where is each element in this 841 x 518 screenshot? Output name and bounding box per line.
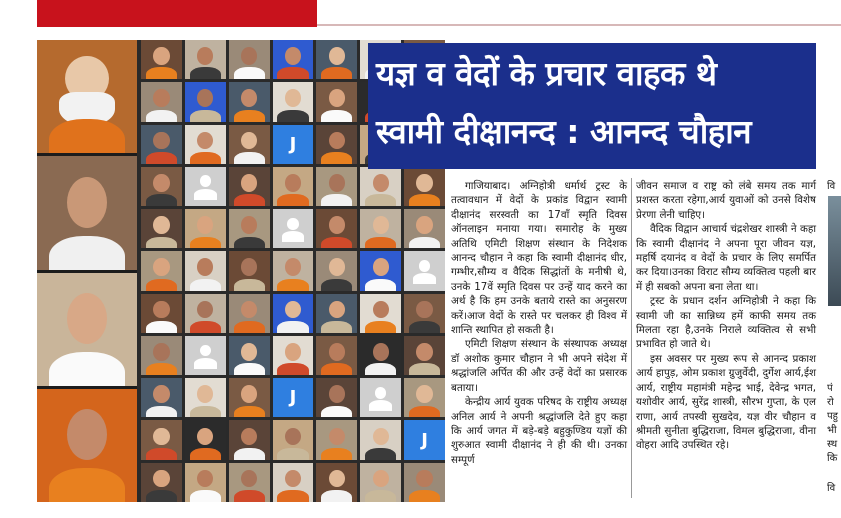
edge-fragment: पहु <box>827 411 838 422</box>
participant-tile <box>316 125 357 164</box>
participant-face <box>416 343 432 361</box>
participant-face <box>285 47 301 65</box>
avatar-placeholder-icon <box>419 260 430 272</box>
participant-tile <box>141 40 182 79</box>
participant-body <box>234 406 265 418</box>
participant-face <box>241 47 257 65</box>
participant-tile <box>229 82 270 121</box>
participant-tile-large <box>37 273 137 386</box>
participant-face <box>241 216 257 234</box>
participant-face <box>285 343 301 361</box>
participant-tile <box>273 420 314 459</box>
participant-face <box>153 343 169 361</box>
participant-tile <box>185 251 226 290</box>
participant-body <box>146 321 177 333</box>
participant-face <box>416 301 432 319</box>
participant-face <box>373 258 389 276</box>
participant-face <box>285 258 301 276</box>
edge-photo <box>828 196 841 306</box>
avatar-placeholder-icon <box>200 345 211 357</box>
article-column-2 <box>636 179 816 453</box>
participant-body <box>409 406 440 418</box>
participant-face <box>329 47 345 65</box>
participant-body <box>190 279 221 291</box>
avatar-placeholder-icon <box>200 175 211 187</box>
participant-tile <box>316 167 357 206</box>
participant-tile <box>229 40 270 79</box>
participant-tile <box>141 167 182 206</box>
participant-face <box>197 216 213 234</box>
headline-line-2: स्वामी दीक्षानन्द : आनन्द चौहान <box>376 112 752 151</box>
participant-tile <box>185 40 226 79</box>
participant-body <box>321 279 352 291</box>
participant-tile <box>273 336 314 375</box>
participant-face <box>416 385 432 403</box>
participant-tile <box>360 420 401 459</box>
participant-face <box>241 258 257 276</box>
participant-tile <box>185 420 226 459</box>
participant-tile <box>273 251 314 290</box>
participant-face <box>329 343 345 361</box>
participant-avatar-tile <box>273 209 314 248</box>
participant-tile <box>316 40 357 79</box>
participant-tile <box>404 336 445 375</box>
participant-tile <box>404 378 445 417</box>
participant-face <box>241 385 257 403</box>
participant-tile <box>141 209 182 248</box>
participant-tile <box>185 378 226 417</box>
participant-face <box>416 174 432 192</box>
participant-tile <box>229 209 270 248</box>
participant-body <box>321 194 352 206</box>
participant-face <box>241 174 257 192</box>
participant-tile <box>141 336 182 375</box>
participant-face <box>153 428 169 446</box>
participant-body <box>234 321 265 333</box>
participant-face <box>373 470 389 488</box>
large-participant-column <box>37 40 137 502</box>
participant-face <box>197 470 213 488</box>
participant-face <box>416 470 432 488</box>
participant-body <box>365 448 396 460</box>
participant-avatar-tile <box>360 378 401 417</box>
avatar-placeholder-icon <box>287 218 298 230</box>
participant-body <box>234 490 265 502</box>
avatar-placeholder-icon <box>194 358 217 369</box>
participant-tile <box>185 125 226 164</box>
participant-tile <box>273 167 314 206</box>
participant-body <box>409 490 440 502</box>
participant-face <box>197 132 213 150</box>
participant-face <box>329 258 345 276</box>
participant-body <box>146 152 177 164</box>
participant-body <box>409 194 440 206</box>
participant-body <box>277 490 308 502</box>
adjacent-article-edge <box>823 168 841 498</box>
participant-body <box>146 110 177 122</box>
participant-tile <box>316 463 357 502</box>
participant-face <box>197 47 213 65</box>
participant-body <box>321 67 352 79</box>
participant-initial-tile <box>404 420 445 459</box>
participant-avatar-tile <box>404 251 445 290</box>
article-paragraph: गाजियाबाद। अग्निहोत्री धर्मार्थ ट्रस्ट के तत्वावधान में वेदों के प्रकांड विद्वान स्वामी दीक्षानंद सरस्वती का 17वाँ स्मृति दिवस ऑनलाइन मनाया गया। समारोह के मुख्य अतिथि एमिटी शिक्षण संस्थान के निदेशक आनन्द चौहान ने कहा कि स्वामी दीक्षानंद धीर, गम्भीर,सौम्य व वैदिक सिद्धांतों के मनीषी थे, उनके 17वें स्मृति दिवस पर उन्हें याद करने का अर्थ है कि हम उनके बताये रास्ते का अनुसरण करें।आज वेदों के रास्ते पर चलकर ही विश्व में शान्ति स्थापित हो सकती है। <box>451 180 627 337</box>
edge-fragment: भी <box>827 425 837 436</box>
participant-tile <box>273 463 314 502</box>
participant-tile <box>141 420 182 459</box>
participant-tile <box>316 378 357 417</box>
participant-body <box>409 237 440 249</box>
participant-tile <box>316 294 357 333</box>
participant-tile <box>316 336 357 375</box>
participant-body <box>365 237 396 249</box>
avatar-placeholder-icon <box>413 273 436 284</box>
avatar-placeholder-icon <box>375 387 386 399</box>
participant-face <box>329 132 345 150</box>
participant-body <box>190 67 221 79</box>
participant-body <box>321 152 352 164</box>
edge-fragment: वि <box>827 181 836 192</box>
article-paragraph: वैदिक विद्वान आचार्य चंद्रशेखर शास्त्री ने कहा कि स्वामी दीक्षानंद ने अपना पूरा जीवन यज्ञ, महर्षि दयानंद व वेदों के प्रचार के लिए समर्पित कर दिया।उनका विराट सौम्य व्यक्तित्व पहली बार में ही सबको अपना बना लेता था। <box>636 223 816 293</box>
participant-body <box>234 363 265 375</box>
participant-body <box>234 194 265 206</box>
participant-initial: J <box>289 133 297 155</box>
participant-face <box>153 89 169 107</box>
participant-tile-large <box>37 40 137 153</box>
participant-tile <box>141 251 182 290</box>
participant-face <box>285 89 301 107</box>
participant-body <box>234 279 265 291</box>
participant-face <box>373 216 389 234</box>
participant-tile-large <box>37 156 137 269</box>
participant-face <box>373 301 389 319</box>
participant-face <box>285 470 301 488</box>
participant-body <box>234 110 265 122</box>
participant-body <box>365 363 396 375</box>
participant-face <box>285 174 301 192</box>
participant-body <box>365 490 396 502</box>
participant-avatar-tile <box>185 336 226 375</box>
participant-body <box>146 406 177 418</box>
participant-tile <box>273 82 314 121</box>
participant-tile <box>229 378 270 417</box>
participant-body <box>234 448 265 460</box>
participant-body <box>277 363 308 375</box>
participant-body <box>146 67 177 79</box>
participant-body <box>277 321 308 333</box>
edge-fragment: पं <box>827 383 833 394</box>
participant-tile <box>229 167 270 206</box>
participant-body <box>146 363 177 375</box>
participant-initial-tile <box>273 378 314 417</box>
participant-tile <box>404 294 445 333</box>
article-column-1 <box>451 179 627 467</box>
article-paragraph: जीवन समाज व राष्ट्र को लंबे समय तक मार्ग प्रशस्त करता रहेगा,आर्य युवाओं को उनसे विशेष प्रेरणा लेनी चाहिए। <box>636 180 816 221</box>
participant-face <box>153 470 169 488</box>
participant-tile-large <box>37 389 137 502</box>
participant-tile <box>141 82 182 121</box>
participant-tile <box>185 463 226 502</box>
participant-body <box>146 448 177 460</box>
participant-initial: J <box>421 429 428 451</box>
participant-initial-tile <box>273 125 314 164</box>
participant-tile <box>141 463 182 502</box>
edge-fragment: कि <box>827 453 838 464</box>
participant-tile <box>229 463 270 502</box>
participant-face <box>241 301 257 319</box>
participant-body <box>146 194 177 206</box>
participant-face <box>153 258 169 276</box>
participant-body <box>277 448 308 460</box>
participant-face <box>153 47 169 65</box>
participant-initial: J <box>289 387 297 409</box>
participant-face <box>373 174 389 192</box>
participant-face <box>285 301 301 319</box>
participant-face <box>197 385 213 403</box>
participant-body <box>277 279 308 291</box>
participant-tile <box>404 167 445 206</box>
participant-face <box>241 343 257 361</box>
participant-tile <box>273 294 314 333</box>
participant-body <box>321 110 352 122</box>
participant-body <box>321 363 352 375</box>
participant-face <box>153 216 169 234</box>
participant-face <box>329 216 345 234</box>
participant-face <box>241 89 257 107</box>
participant-tile <box>360 294 401 333</box>
edge-fragment: रो <box>827 397 834 408</box>
participant-face <box>285 428 301 446</box>
participant-tile <box>141 125 182 164</box>
participant-face <box>329 428 345 446</box>
participant-body <box>365 194 396 206</box>
participant-tile <box>229 251 270 290</box>
participant-body <box>321 321 352 333</box>
top-divider-line <box>317 24 841 26</box>
participant-body <box>365 321 396 333</box>
participant-body <box>365 279 396 291</box>
participant-body <box>409 321 440 333</box>
participant-body <box>190 448 221 460</box>
avatar-placeholder-icon <box>282 231 305 242</box>
participant-face <box>153 132 169 150</box>
participant-tile <box>229 125 270 164</box>
participant-body <box>146 279 177 291</box>
participant-face <box>329 385 345 403</box>
headline-banner <box>368 43 816 169</box>
participant-body <box>234 152 265 164</box>
participant-face <box>197 301 213 319</box>
edge-fragment: वि <box>827 483 836 494</box>
participant-tile <box>360 251 401 290</box>
participant-body <box>409 363 440 375</box>
participant-face <box>373 343 389 361</box>
participant-body <box>146 490 177 502</box>
participant-tile <box>316 209 357 248</box>
participant-body <box>234 237 265 249</box>
participant-tile <box>316 420 357 459</box>
participant-body <box>277 194 308 206</box>
participant-tile <box>229 336 270 375</box>
avatar-placeholder-icon <box>194 189 217 200</box>
participant-body <box>321 490 352 502</box>
edge-fragment: स्थ <box>827 439 838 450</box>
participant-body <box>190 490 221 502</box>
participant-face <box>241 428 257 446</box>
avatar-placeholder-icon <box>369 400 392 411</box>
article-paragraph: ट्रस्ट के प्रधान दर्शन अग्निहोत्री ने कहा कि स्वामी जी का सान्निध्य हमें काफी समय तक मिलता रहा है,उनके निराले व्यक्तित्व से सभी प्रभावित हो जाते थे। <box>636 295 816 351</box>
article-paragraph: केन्द्रीय आर्य युवक परिषद के राष्ट्रीय अध्यक्ष अनिल आर्य ने अपनी श्रद्धांजलि देते हुए कहा कि आर्य जगत में बड़े-बड़े बहुकुण्डिय यज्ञों की शुरुआत स्वामी दीक्षानंद ने ही की थी। उनका सम्पूर्ण <box>451 396 627 466</box>
participant-face <box>373 428 389 446</box>
participant-face <box>197 258 213 276</box>
participant-face <box>416 216 432 234</box>
participant-body <box>321 448 352 460</box>
participant-face <box>197 428 213 446</box>
participant-face <box>241 470 257 488</box>
participant-body <box>277 67 308 79</box>
participant-face <box>329 470 345 488</box>
participant-body <box>321 237 352 249</box>
participant-tile <box>185 294 226 333</box>
participant-face <box>329 89 345 107</box>
participant-body <box>146 237 177 249</box>
article-paragraph: एमिटी शिक्षण संस्थान के संस्थापक अध्यक्ष डॉ अशोक कुमार चौहान ने भी अपने संदेश में श्रद्धांजलि अर्पित की और उन्हें वेदों का प्रसारक बताया। <box>451 338 627 394</box>
participant-face <box>153 385 169 403</box>
participant-tile <box>185 82 226 121</box>
participant-body <box>190 321 221 333</box>
participant-face <box>329 174 345 192</box>
column-divider <box>631 178 632 498</box>
participant-tile <box>360 209 401 248</box>
participant-body <box>234 67 265 79</box>
participant-face <box>153 301 169 319</box>
participant-body <box>190 110 221 122</box>
participant-body <box>190 237 221 249</box>
participant-tile <box>141 378 182 417</box>
participant-face <box>153 174 169 192</box>
participant-tile <box>185 209 226 248</box>
participant-face <box>241 132 257 150</box>
article-paragraph: इस अवसर पर मुख्य रूप से आनन्द प्रकाश आर्य हापुड़, ओम प्रकाश ग्रुजुर्वेदी, दुर्गेश आर्य,ईश आर्य, राष्ट्रीय महामंत्री महेन्द्र भाई, देवेन्द्र भगत, यशोवीर आर्य, सुरेंद्र शास्त्री, सौरभ गुप्ता, के एल राणा, आर्य तपस्वी सुखदेव, यज्ञ वीर चौहान व श्रीमती सुनीता बुद्धिराजा, विमल बुद्धिराजा, वीना वोहरा आदि उपस्थित रहे। <box>636 352 816 452</box>
participant-face <box>329 301 345 319</box>
headline-line-1: यज्ञ व वेदों के प्रचार वाहक थे <box>376 54 717 93</box>
participant-body <box>190 406 221 418</box>
participant-tile <box>360 167 401 206</box>
participant-body <box>277 110 308 122</box>
top-red-banner <box>37 0 317 27</box>
participant-body <box>190 152 221 164</box>
participant-tile <box>229 420 270 459</box>
participant-tile <box>229 294 270 333</box>
participant-tile <box>141 294 182 333</box>
participant-tile <box>316 251 357 290</box>
participant-body <box>321 406 352 418</box>
participant-avatar-tile <box>185 167 226 206</box>
participant-tile <box>360 336 401 375</box>
participant-tile <box>404 209 445 248</box>
participant-tile <box>360 463 401 502</box>
participant-face <box>197 89 213 107</box>
participant-tile <box>273 40 314 79</box>
participant-tile <box>404 463 445 502</box>
participant-tile <box>316 82 357 121</box>
